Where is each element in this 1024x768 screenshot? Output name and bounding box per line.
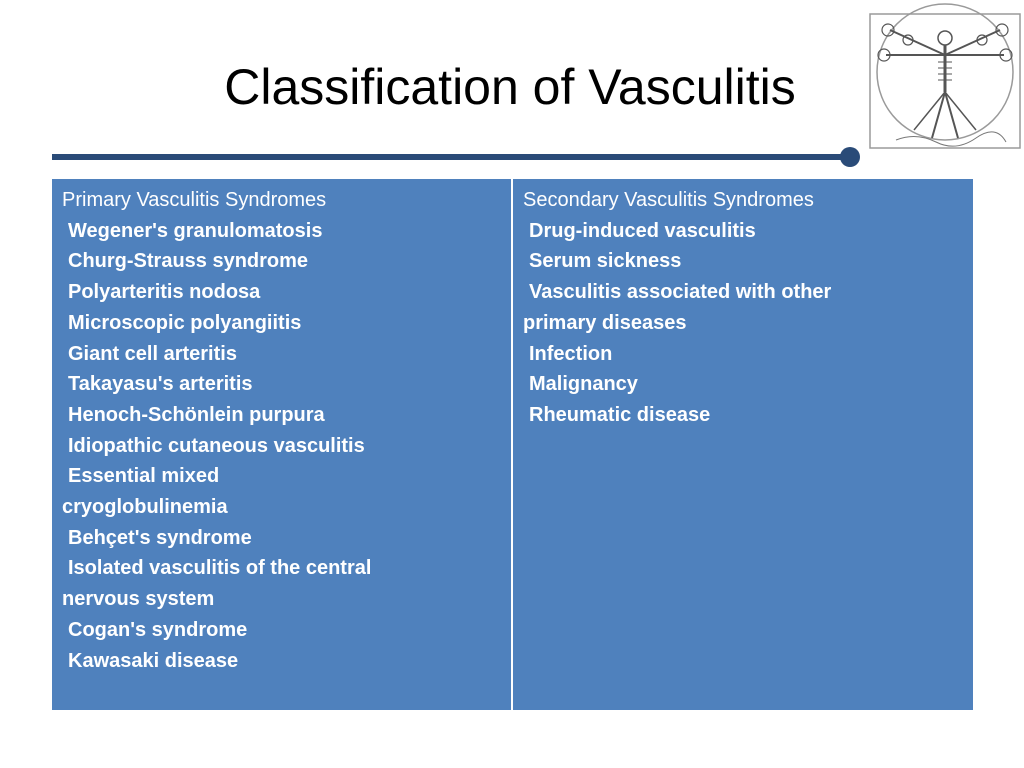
list-item: nervous system [62,588,215,611]
list-item: Wegener's granulomatosis [68,219,323,242]
list-item: Behçet's syndrome [68,526,252,549]
secondary-column [513,179,973,710]
list-item: Isolated vasculitis of the central [68,557,372,580]
list-item: Kawasaki disease [68,649,239,672]
list-item: Polyarteritis nodosa [68,281,261,304]
secondary-header: Secondary Vasculitis Syndromes [523,189,814,211]
list-item: Serum sickness [529,250,682,273]
primary-column [52,179,511,710]
list-item: Cogan's syndrome [68,618,248,641]
list-item: Giant cell arteritis [68,342,237,365]
list-item: Churg-Strauss syndrome [68,250,309,273]
list-item: Henoch-Schönlein purpura [68,403,325,426]
primary-header: Primary Vasculitis Syndromes [62,189,327,211]
vitruvian-man-icon [866,0,1024,152]
list-item: Idiopathic cutaneous vasculitis [68,434,365,457]
list-item: Drug-induced vasculitis [529,219,756,242]
slide-title: Classification of Vasculitis [224,59,796,115]
list-item: Takayasu's arteritis [68,373,253,396]
underline-end-dot [840,147,860,167]
list-item: Vasculitis associated with other [529,281,832,304]
list-item: cryoglobulinemia [62,496,228,519]
list-item: Essential mixed [68,465,220,488]
list-item: Microscopic polyangiitis [68,311,302,334]
list-item: Rheumatic disease [529,403,711,426]
classification-table [52,179,973,710]
title-underline [52,154,848,160]
list-item: primary diseases [523,311,687,334]
list-item: Malignancy [529,373,638,396]
list-item: Infection [529,342,613,365]
